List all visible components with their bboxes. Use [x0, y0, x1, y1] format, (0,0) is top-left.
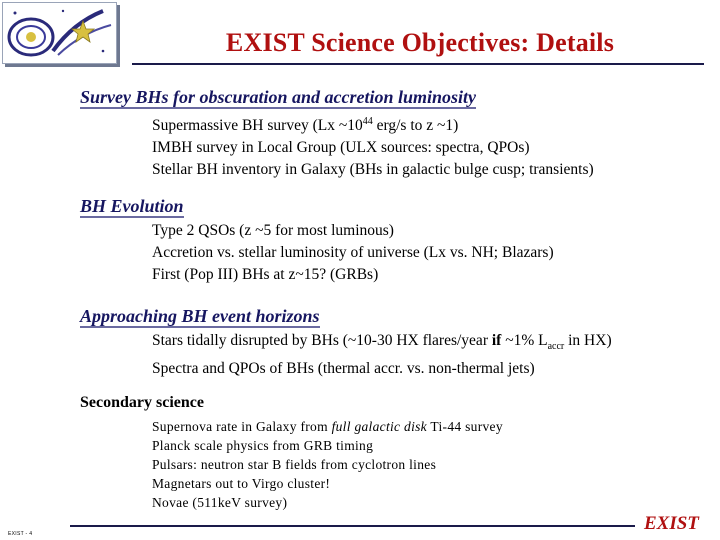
list-item: Magnetars out to Virgo cluster! [152, 476, 331, 491]
section-heading: Approaching BH event horizons [80, 306, 320, 326]
list-item: Supermassive BH survey (Lx $\sim 10^{44}$ erg/s to z ~1) [152, 116, 459, 135]
footer-brand: EXIST [644, 513, 699, 534]
list-item: Planck scale physics from GRB timing [152, 438, 374, 453]
page-number-label: EXIST - 4 [8, 531, 33, 537]
list-item: Type 2 QSOs (z ~5 for most luminous) [152, 222, 394, 239]
list-item: IMBH survey in Local Group (ULX sources: spectra, QPOs) [152, 139, 530, 157]
section-items [152, 111, 594, 181]
section-survey-bhs [80, 87, 594, 181]
list-item: First (Pop III) BHs at z~15? (GRBs) [152, 266, 379, 283]
list-item: Supernova rate in Galaxy from full galactic disk Ti-44 survey [152, 419, 503, 434]
section-items [152, 220, 554, 286]
section-heading: BH Evolution [80, 196, 184, 216]
subscript: accr [547, 341, 565, 353]
footer-rule [70, 525, 635, 527]
section-heading: Secondary science [80, 394, 204, 411]
list-item: Spectra and QPOs of BHs (thermal accr. vs. non-thermal jets) [152, 360, 535, 378]
superscript: 44 [362, 116, 373, 127]
list-item: Stars tidally disrupted by BHs (~10-30 HX flares/year if ~1% $L_{accr}$ in HX) [152, 332, 612, 353]
list-item: Stellar BH inventory in Galaxy (BHs in galactic bulge cusp; transients) [152, 161, 594, 179]
section-bh-evolution [80, 196, 554, 286]
list-item: Accretion vs. stellar luminosity of universe (Lx vs. NH; Blazars) [152, 244, 554, 261]
section-items [152, 330, 612, 380]
list-item: Novae (511keV survey) [152, 495, 288, 510]
section-heading: Survey BHs for obscuration and accretion luminosity [80, 87, 477, 107]
section-items [152, 417, 503, 512]
list-item: Pulsars: neutron star B fields from cyclotron lines [152, 457, 437, 472]
title-underline [132, 63, 704, 65]
page-title: EXIST Science Objectives: Details [225, 28, 615, 57]
section-bh-event-horizons [80, 306, 612, 380]
section-secondary-science [80, 393, 503, 512]
galaxy-star-logo-icon [3, 3, 116, 63]
exist-logo [2, 2, 117, 64]
